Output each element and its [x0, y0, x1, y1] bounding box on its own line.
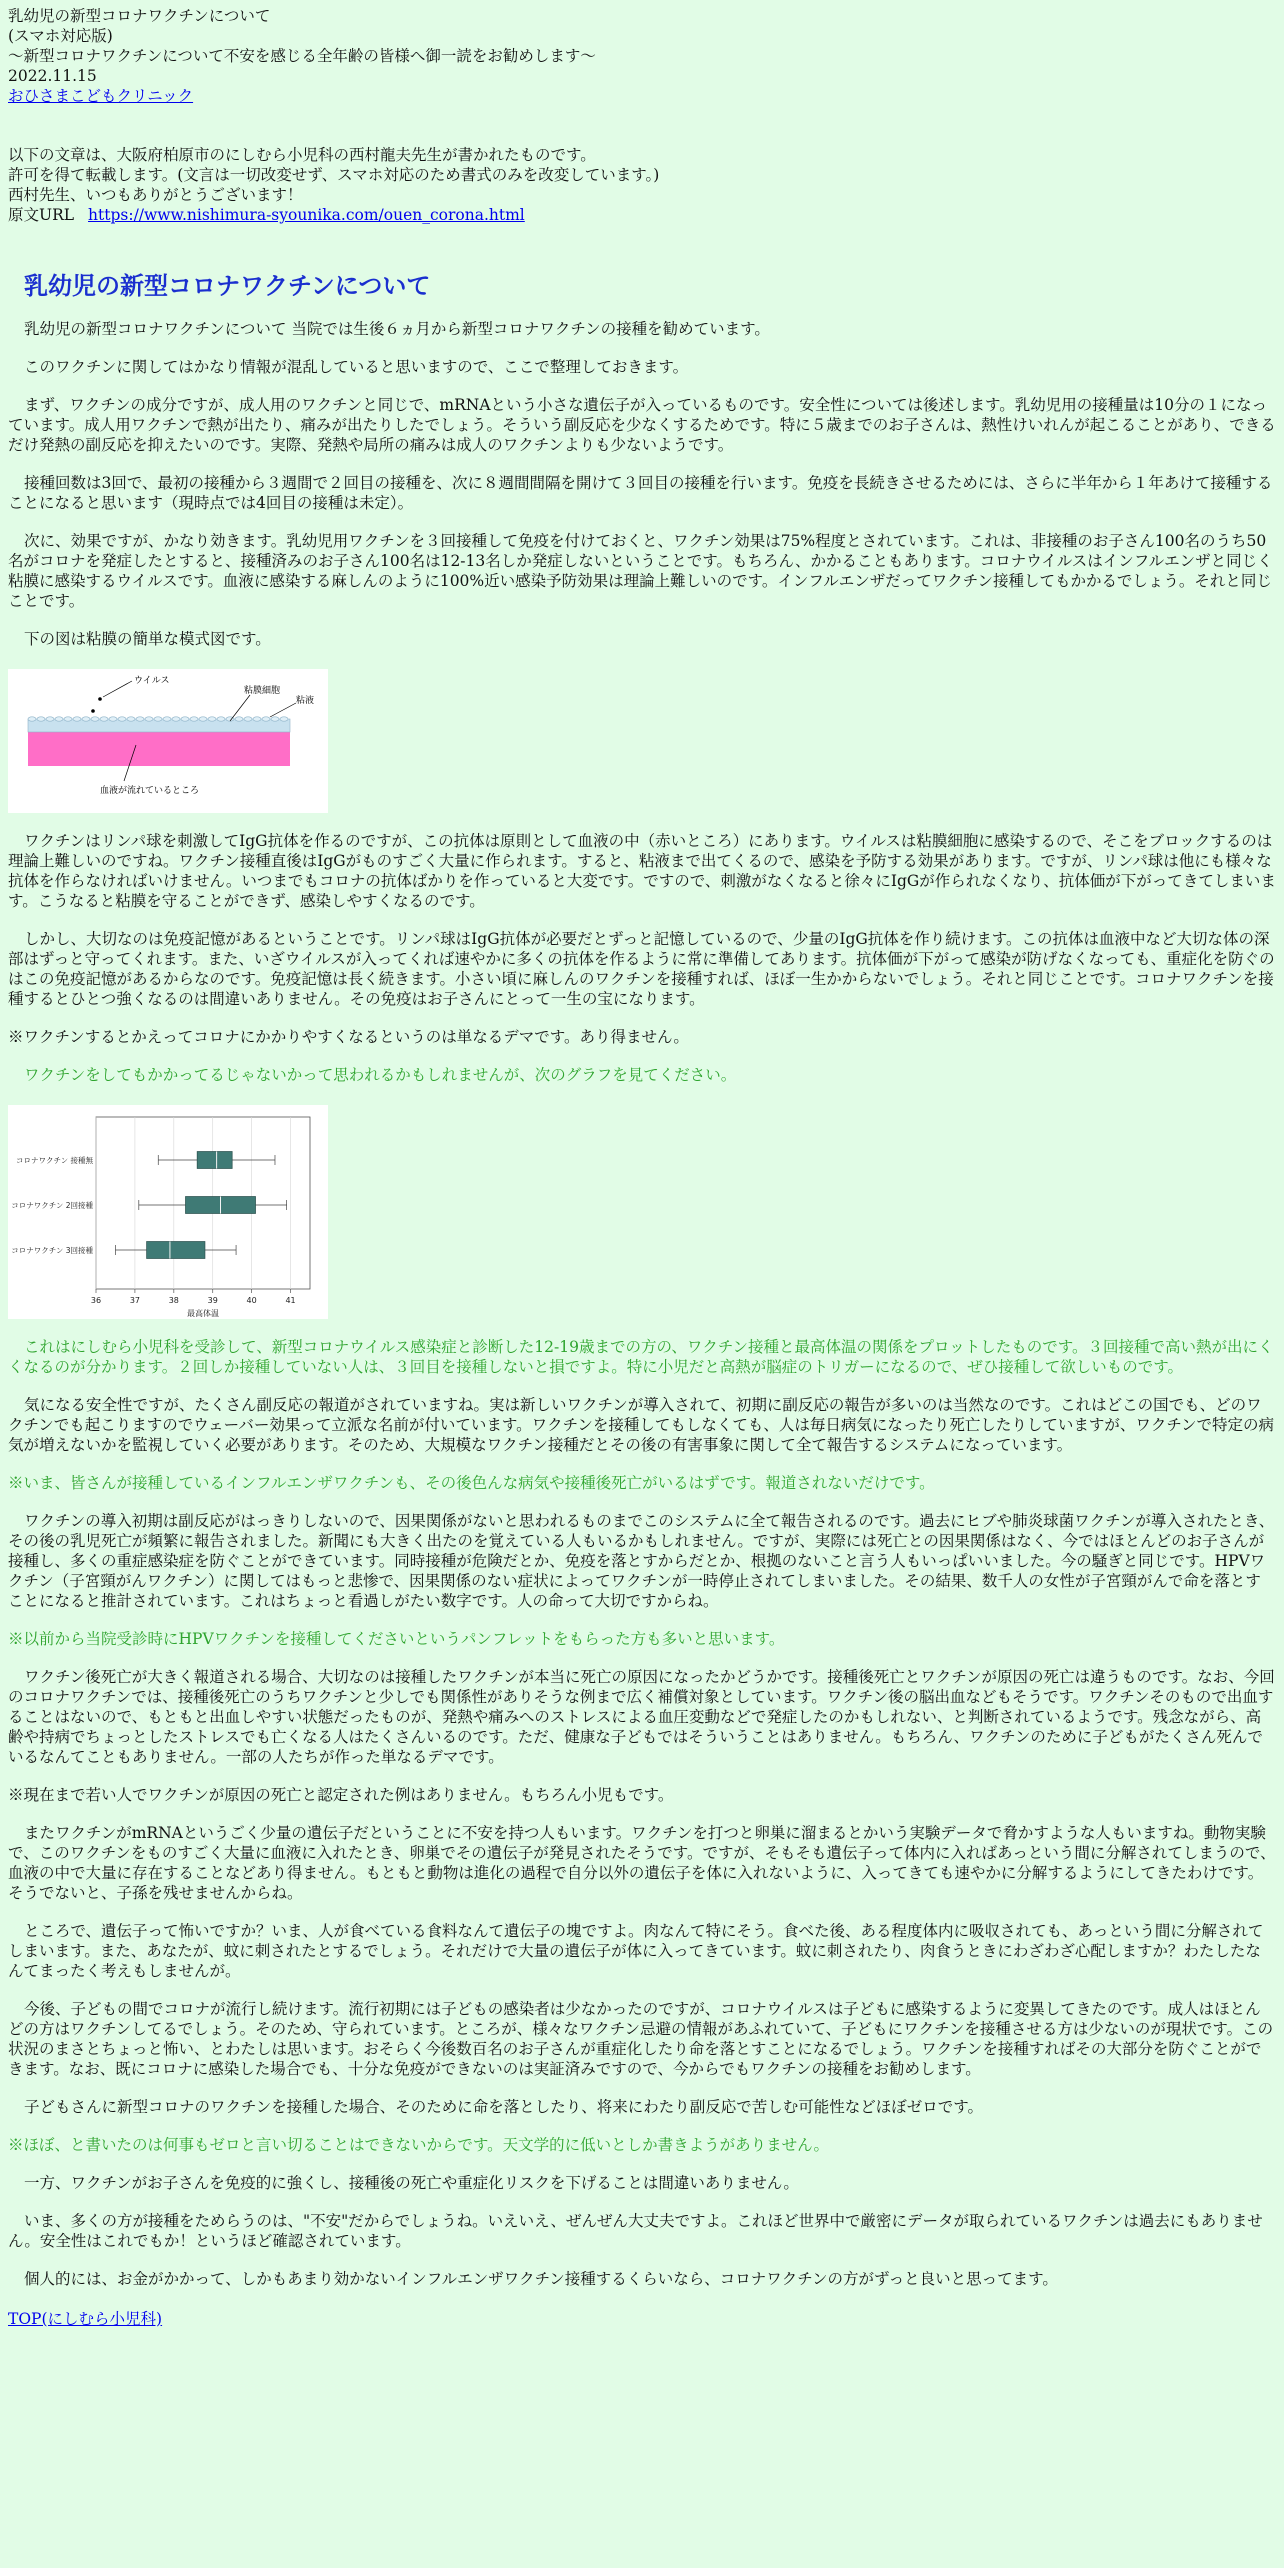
mucosa-cell [100, 717, 108, 721]
x-axis-label: 最高体温 [187, 1309, 219, 1318]
paragraph: 子どもさんに新型コロナのワクチンを接種した場合、そのために命を落としたり、将来にわたり副反応で苦しむ可能性などほぼゼロです。 [24, 2098, 983, 2116]
virus-label: ウイルス [134, 676, 170, 686]
paragraph: ところで、遺伝子って怖いですか？いま、人が食べている食料なんて遺伝子の塊ですよ。肉なんて特にそう。食べた後、ある程度体内に吸収されても、あっという間に分解されてしまいます。また、あなたが、蚊に刺されたとするでしょう。それだけで大量の遺伝子が体に入ってきています。蚊に刺されたり、肉食うときにわざわざ心配しますか？わたしたなんてまったく考えもしませんが。 [8, 1922, 1264, 1980]
category-label: コロナワクチン 2回接種 [11, 1201, 93, 1210]
mucosa-cell [253, 717, 261, 721]
paragraph: ワクチン後死亡が大きく報道される場合、大切なのは接種したワクチンが本当に死亡の原因になったかどうかです。接種後死亡とワクチンが原因の死亡は違うものです。なお、今回のコロナワクチンでは、接種後死亡のうちワクチンと少しでも関係性がありそうな例まで広く補償対象としています。ワクチン後の脳出血などもそうです。ワクチンそのもので出血することはないので、もともと出血しやすい状態だったものが、発熱や痛みへのストレスによる血圧変動などで発症したのかもしれない、と判断されているようです。残念ながら、高齢や持病でちょっとしたストレスでも亡くなる人はたくさんいるのです。ただ、健康な子どもではそういうことはありません。もちろん、ワクチンのために子どもがたくさん死んでいるなんてこともありません。一部の人たちが作った単なるデマです。 [8, 1668, 1275, 1766]
pointer-line [270, 703, 296, 717]
blood-label: 血液が流れているところ [100, 786, 200, 796]
paragraph: このワクチンに関してはかなり情報が混乱していると思いますので、ここで整理しておきます。 [24, 358, 689, 376]
paragraph: 今後、子どもの間でコロナが流行し続けます。流行初期には子どもの感染者は少なかったのですが、コロナウイルスは子どもに感染するように変異してきたのです。成人はほとんどの方はワクチンしてるでしょう。そのため、守られています。ところが、様々なワクチン忌避の情報があふれていて、子どもにワクチンを接種させる方は少ないのが現状です。この状況のまさとちょっと怖い、とわたしは思います。おそらく今後数百名のお子さんが重症化したり命を落とすことになるでしょう。ワクチンを接種すればその大部分を防ぐことができます。なお、既にコロナに感染した場合でも、十分な免疫ができないのは実証済みですので、今からでもワクチンの接種をお勧めします。 [8, 2000, 1274, 2078]
mucosa-diagram [8, 669, 328, 813]
mucosa-cell [280, 717, 288, 721]
x-tick-label: 37 [129, 1296, 141, 1305]
intro-block [8, 145, 1276, 225]
x-tick-label: 39 [207, 1296, 218, 1305]
mucosa-cell [154, 717, 162, 721]
paragraph: 乳幼児の新型コロナワクチンについて 当院では生後６ヵ月から新型コロナワクチンの接種を勧めています。 [24, 320, 770, 338]
page-tagline: ～新型コロナワクチンについて不安を感じる全年齢の皆様へ御一読をお勧めします～ [8, 47, 596, 65]
page-date: 2022.11.15 [8, 67, 97, 85]
x-tick-label: 38 [168, 1296, 179, 1305]
mucosa-cell [199, 717, 207, 721]
mucosa-cell [136, 717, 144, 721]
blood-region [28, 732, 290, 766]
temperature-boxplot [8, 1105, 328, 1319]
mucosa-cell [82, 717, 90, 721]
mucosa-cell [55, 717, 63, 721]
mucosa-cell [271, 717, 279, 721]
mucosa-cell [145, 717, 153, 721]
paragraph: ワクチンの導入初期は副反応がはっきりしないので、因果関係がないと思われるものまでこのシステムに全て報告されるのです。過去にヒブや肺炎球菌ワクチンが導入されたとき、その後の乳児死亡が頻繁に報告されました。新聞にも大きく出たのを覚えている人もいるかもしれません。ですが、実際には死亡との因果関係はなく、今ではほとんどのお子さんが接種し、多くの重症感染症を防ぐことができています。同時接種が危険だとか、免疫を落とすからだとか、根拠のないこと言う人もいっぱいいました。今の騒ぎと同じです。HPVワクチン（子宮頸がんワクチン）に関してはもっと悲惨で、因果関係のない症状によってワクチンが一時停止されてしまいました。その結果、数千人の女性が子宮頸がんで命を落とすことになると推計されています。これはちょっと看過しがたい数字です。人の命って大切ですからね。 [8, 1512, 1275, 1610]
clinic-link[interactable]: おひさまこどもクリニック [8, 87, 194, 105]
mucosa-cell [46, 717, 54, 721]
mucosa-cell [37, 717, 45, 721]
mucosa-cell [181, 717, 189, 721]
box [197, 1152, 232, 1169]
note: ※以前から当院受診時にHPVワクチンを接種してくださいというパンフレットをもらった方も多いと思います。 [8, 1630, 785, 1648]
page-title: 乳幼児の新型コロナワクチンについて [8, 7, 271, 25]
note: ※ワクチンするとかえってコロナにかかりやすくなるというのは単なるデマです。あり得ません。 [8, 1028, 689, 1046]
mucosa-label: 粘膜細胞 [244, 686, 281, 696]
paragraph: 一方、ワクチンがお子さんを免疫的に強くし、接種後の死亡や重症化リスクを下げることは間違いありません。 [24, 2174, 799, 2192]
source-url-link[interactable]: https://www.nishimura-syounika.com/ouen_corona.html [88, 206, 525, 224]
paragraph: 接種回数は3回で、最初の接種から３週間で２回目の接種を、次に８週間間隔を開けて３回目の接種を行います。免疫を長続きさせるためには、さらに半年から１年あけて接種することになると思います（現時点では4回目の接種は未定）。 [8, 474, 1273, 512]
virus-particle [91, 709, 95, 713]
mucosa-cell [109, 717, 117, 721]
paragraph: まず、ワクチンの成分ですが、成人用のワクチンと同じで、mRNAという小さな遺伝子が入っているものです。安全性については後述します。乳幼児用の接種量は10分の１になっています。成人用ワクチンで熱が出たり、痛みが出たりしたでしょう。そういう副反応を少なくするためです。特に５歳までのお子さんは、熱性けいれんが起こることがあり、できるだけ発熱の副反応を抑えたいのです。実際、発熱や局所の痛みは成人のワクチンよりも少ないようです。 [8, 396, 1276, 454]
paragraph: ワクチンはリンパ球を刺激してIgG抗体を作るのですが、この抗体は原則として血液の中（赤いところ）にあります。ウイルスは粘膜細胞に感染するので、そこをブロックするのは理論上難しいのですね。ワクチン接種直後はIgGがものすごく大量に作られます。すると、粘液まで出てくるので、感染を予防する効果があります。ですが、リンパ球は他にも様々な抗体を作らなければいけません。いつまでもコロナの抗体ばかりを作っていると大変です。ですので、刺激がなくなると徐々にIgGが作られなくなり、抗体価が下がってきてしまいます。こうなると粘膜を守ることができず、感染しやすくなるのです。 [8, 832, 1276, 910]
mucosa-cell [172, 717, 180, 721]
paragraph: 個人的には、お金がかかって、しかもあまり効かないインフルエンザワクチン接種するくらいなら、コロナワクチンの方がずっと良いと思ってます。 [24, 2270, 1058, 2288]
category-label: コロナワクチン 接種無 [15, 1156, 93, 1165]
paragraph: 気になる安全性ですが、たくさん副反応の報道がされていますね。実は新しいワクチンが導入されて、初期に副反応の報告が多いのは当然なのです。これはどこの国でも、どのワクチンでも起こりますのでウェーバー効果って立派な名前が付いています。ワクチンを接種してもしなくても、人は毎日病気になったり死亡したりしていますが、ワクチンで特定の病気が増えないかを監視していく必要があります。そのため、大規模なワクチン接種だとその後の有害事象に関して全て報告するシステムになっています。 [8, 1396, 1275, 1454]
paragraph: しかし、大切なのは免疫記憶があるということです。リンパ球はIgG抗体が必要だとずっと記憶しているので、少量のIgG抗体を作り続けます。この抗体は血液中など大切な体の深部はずっと守ってくれます。また、いざウイルスが入ってくれば速やかに多くの抗体を作るように常に準備してあります。抗体価が下がって感染が防げなくなっても、重症化を防ぐのはこの免疫記憶があるからなのです。免疫記憶は長く続きます。小さい頃に麻しんのワクチンを接種すれば、ほぼ一生かからないでしょう。それと同じことです。コロナワクチンを接種するとひとつ強くなるのは間違いありません。その免疫はお子さんにとって一生の宝になります。 [8, 930, 1275, 1008]
paragraph: 下の図は粘膜の簡単な模式図です。 [24, 630, 271, 648]
paragraph: いま、多くの方が接種をためらうのは、"不安"だからでしょうね。いえいえ、ぜんぜん大丈夫ですよ。これほど世界中で厳密にデータが取られているワクチンは過去にもありません。安全性はこれでもか！というほど確認されています。 [8, 2212, 1263, 2250]
paragraph: 次に、効果ですが、かなり効きます。乳幼児用ワクチンを３回接種して免疫を付けておくと、ワクチン効果は75%程度とされています。これは、非接種のお子さん100名のうち50名がコロナを発症したとすると、接種済みのお子さん100名は12-13名しか発症しないということです。もちろん、かかることもあります。コロナウイルスはインフルエンザと同じく粘膜に感染するウイルスです。血液に感染する麻しんのように100%近い感染予防効果は理論上難しいのです。インフルエンザだってワクチン接種してもかかるでしょう。それと同じことです。 [8, 532, 1273, 610]
mucosa-cell [64, 717, 72, 721]
category-label: コロナワクチン 3回接種 [11, 1246, 93, 1255]
mucosa-cell [262, 717, 270, 721]
mucosa-cell [217, 717, 225, 721]
url-label: 原文URL [8, 206, 75, 224]
note: ※ほぼ、と書いたのは何事もゼロと言い切ることはできないからです。天文学的に低いとしか書きようがありません。 [8, 2136, 830, 2154]
highlight-paragraph: ワクチンをしてもかかってるじゃないかって思われるかもしれませんが、次のグラフを見てください。 [24, 1066, 737, 1084]
x-tick-label: 41 [285, 1296, 296, 1305]
pointer-line [103, 681, 132, 697]
x-tick-label: 40 [246, 1296, 257, 1305]
virus-particle [98, 697, 102, 701]
cell-bumps [28, 717, 288, 721]
intro-line: 西村先生、いつもありがとうございます！ [8, 186, 303, 204]
paragraph: またワクチンがmRNAというごく少量の遺伝子だということに不安を持つ人もいます。ワクチンを打つと卵巣に溜まるとかいう実験データで脅かすような人もいますね。動物実験で、このワクチンをものすごく大量に血液に入れたとき、卵巣でその遺伝子が発見されたそうです。ですが、そもそも遺伝子って体内に入ればあっという間に分解されてしまうので、血液の中で大量に存在することなどあり得ません。もともと動物は進化の過程で自分以外の遺伝子を体に入れないように、入ってきても速やかに分解するようにしてきたわけです。そうでないと、子孫を残せませんからね。 [8, 1824, 1276, 1902]
mucosa-cell [28, 717, 36, 721]
mucus-label: 粘液 [296, 696, 315, 706]
x-tick-label: 36 [90, 1296, 102, 1305]
mucosa-cell [235, 717, 243, 721]
note: ※いま、皆さんが接種しているインフルエンザワクチンも、その後色んな病気や接種後死亡がいるはずです。報道されないだけです。 [8, 1474, 935, 1492]
page-subtitle: (スマホ対応版) [8, 27, 113, 45]
mucosa-cell [190, 717, 198, 721]
note: ※現在まで若い人でワクチンが原因の死亡と認定された例はありません。もちろん小児もです。 [8, 1786, 674, 1804]
box [147, 1242, 205, 1259]
intro-line: 許可を得て転載します。(文言は一切改変せず、スマホ対応のため書式のみを改変しています。) [8, 166, 660, 184]
mucosa-cell [208, 717, 216, 721]
article-heading: 乳幼児の新型コロナワクチンについて [24, 271, 431, 300]
mucosa-cell [91, 717, 99, 721]
page-header [8, 6, 1276, 106]
mucosa-cell [73, 717, 81, 721]
mucosa-cell [127, 717, 135, 721]
highlight-paragraph: これはにしむら小児科を受診して、新型コロナウイルス感染症と診断した12-19歳までの方の、ワクチン接種と最高体温の関係をプロットしたものです。３回接種で高い熱が出にくくなるのが分かります。２回しか接種していない人は、３回目を接種しないと損ですよ。特に小児だと高熱が脳症のトリガーになるので、ぜひ接種して欲しいものです。 [8, 1338, 1274, 1376]
intro-line: 以下の文章は、大阪府柏原市のにしむら小児科の西村龍夫先生が書かれたものです。 [8, 146, 596, 164]
mucosa-cell [244, 717, 252, 721]
mucosa-cell [118, 717, 126, 721]
top-link[interactable]: TOP(にしむら小児科) [8, 2310, 163, 2328]
mucosa-cell [163, 717, 171, 721]
